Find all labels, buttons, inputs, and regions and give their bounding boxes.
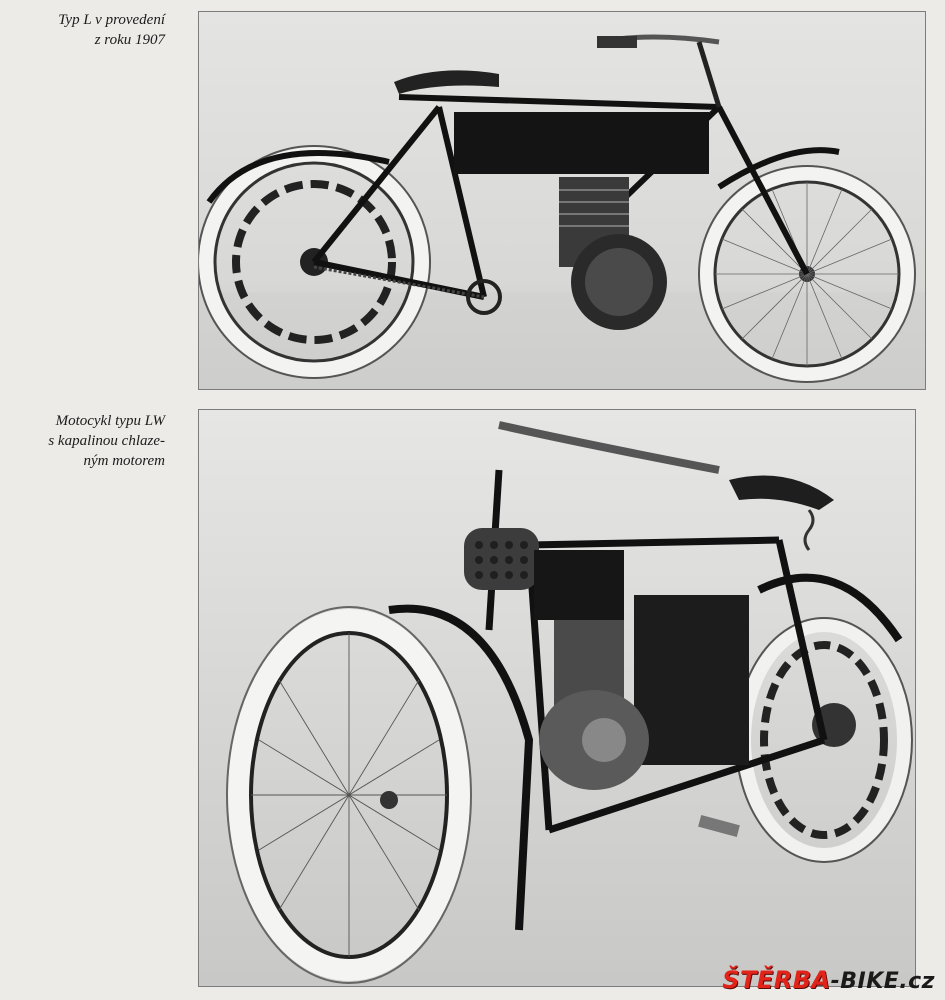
- battery-box: [634, 595, 749, 765]
- motorcycle-type-l-illustration: [199, 12, 925, 389]
- caption-line: Typ L v provedení: [58, 12, 165, 28]
- photo-motorcycle-type-lw: [198, 409, 916, 987]
- site-watermark: [722, 966, 935, 994]
- front-wheel: [227, 607, 471, 983]
- watermark-brand: ŠTĚRBA: [722, 966, 831, 994]
- caption-type-l: [58, 10, 165, 50]
- caption-line: ným motorem: [83, 453, 165, 469]
- radiator: [464, 528, 539, 590]
- motorcycle-type-lw-illustration: [199, 410, 915, 986]
- fuel-tank: [534, 550, 624, 620]
- caption-type-lw: [48, 411, 165, 471]
- photo-motorcycle-type-l: [198, 11, 926, 390]
- caption-line: z roku 1907: [94, 32, 165, 48]
- fuel-tank: [454, 112, 709, 174]
- watermark-domain: -BIKE.cz: [830, 969, 935, 994]
- caption-line: Motocykl typu LW: [55, 413, 165, 429]
- caption-line: s kapalinou chlaze-: [48, 433, 165, 449]
